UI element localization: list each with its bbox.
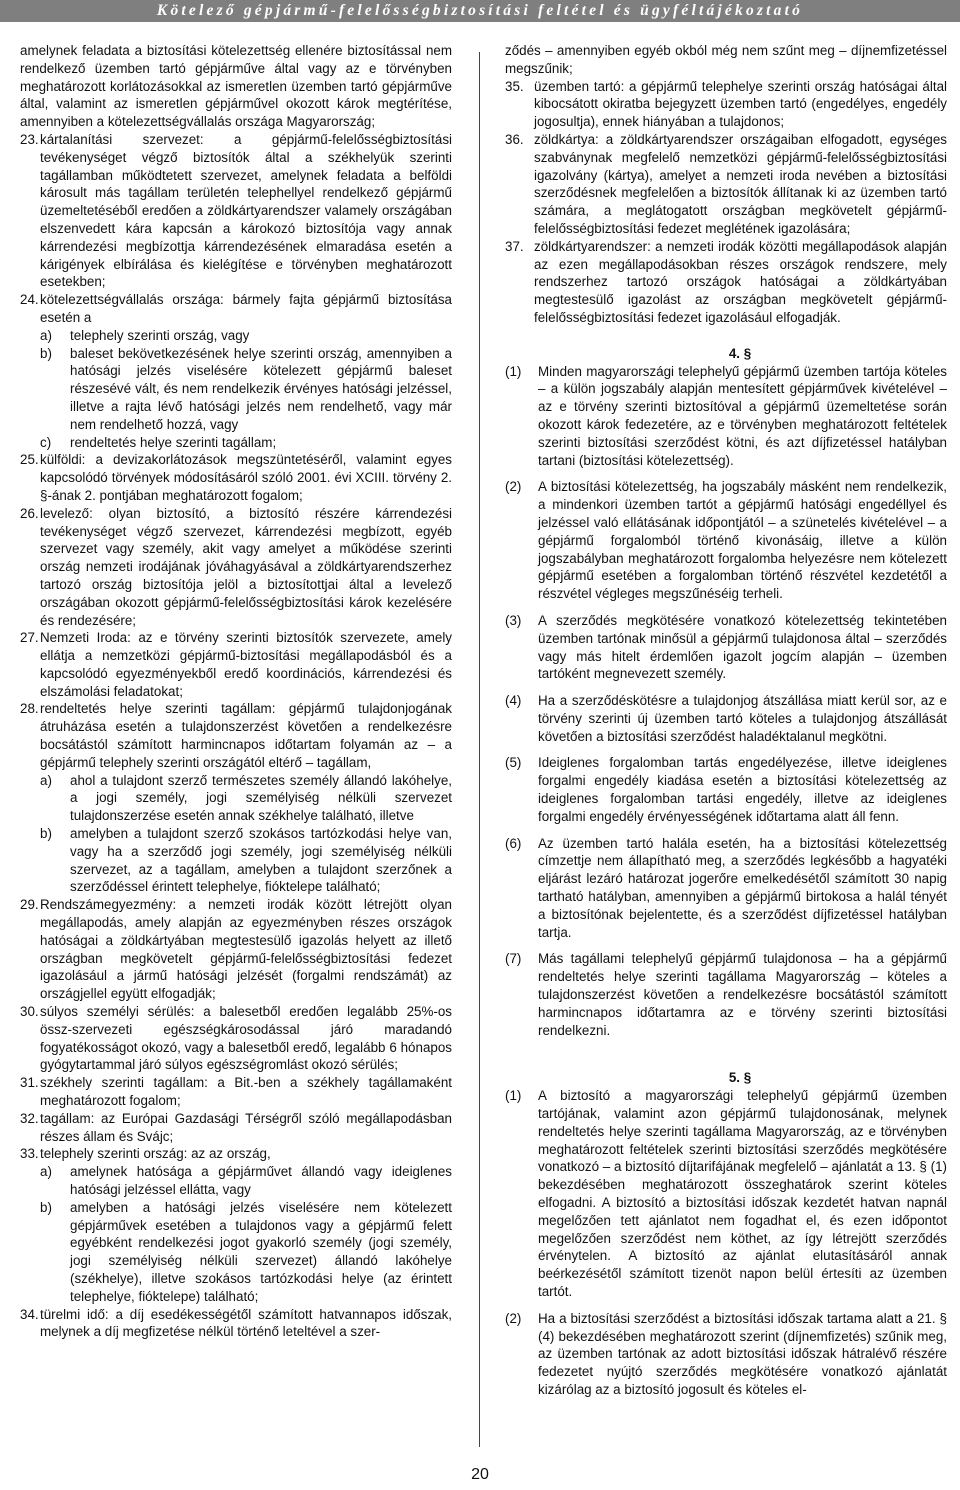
paragraph-text: A biztosító a magyarországi telephelyű gépjármű üzemben tartójának, valamint azon gépjármű tulajdonosának, melynek rendeltetés helye szerinti tagállama Magyarország, az e törvényben meghatározott feltételek szerinti biztosítási szerződés megkötésére vonatkozó – a biztosító díjtarifájának megfelelő – ajánlatát a 13. § (1) bekezdésében meghatározott összeghatárok szerint köteles elfogadni. A biztosító a biztosítási időszak kezdetét hatvan napnál megelőzően tett ajánlatot nem fogadhat el, és ezen időpontot megelőzően szerződést nem köthet, az így létrejött szerződés érvénytelen. A biztosító az ajánlat elutasításáról annak beérkezésétől számított tizenöt napon belül értesíti az üzemben tartót.	[538, 1088, 947, 1299]
definition-list-continued	[505, 78, 947, 327]
section-paragraph	[505, 835, 947, 942]
paragraph-number: (6)	[505, 835, 522, 851]
item-number: 23.	[20, 131, 39, 147]
section-paragraph	[505, 692, 947, 745]
definition-item	[505, 131, 947, 238]
intro-paragraph: amelynek feladata a biztosítási kötelezettség ellenére biztosítással nem rendelkező üzemben tartó gépjárműve által vagy az e törvényben meghatározott korlátozásokkal az ismeretlen üzemben tartó gépjárműve által, valamint az ismeretlen gépjárművel okozott károk megtérítése, amennyiben a kötelezettségvállalás országa Magyarország;	[20, 43, 452, 130]
section-paragraph	[505, 950, 947, 1039]
section-paragraph	[505, 1310, 947, 1399]
sub-item-letter: a)	[40, 772, 52, 788]
sub-item	[40, 434, 452, 452]
item-text: zöldkártya: a zöldkártyarendszer országaiban elfogadott, egységes szabványnak megfelelő nemzetközi gépjármű-felelősségbiztosítási igazolvány (kártya), amelyet a nemzeti iroda nevében a biztosítási szerződésnek megfelelően a biztosítók állítanak ki az üzemben tartó számára, a meglátogatott országban megkövetelt gépjármű-felelősségbiztosítási fedezet meglétének igazolására;	[534, 131, 947, 236]
item-number: 33.	[20, 1146, 39, 1162]
item-text: kötelezettségvállalás országa: bármely fajta gépjármű biztosítása esetén a	[40, 292, 452, 325]
item-number: 28.	[20, 701, 39, 717]
definition-item	[20, 1003, 452, 1074]
sub-item	[40, 825, 452, 896]
definition-item	[20, 451, 452, 504]
paragraph-number: (1)	[505, 363, 522, 379]
definition-item	[20, 131, 452, 291]
paragraph-number: (2)	[505, 479, 522, 495]
section-paragraph	[505, 1087, 947, 1301]
item-number: 29.	[20, 897, 39, 913]
item-number: 34.	[20, 1306, 39, 1322]
section-paragraph	[505, 754, 947, 825]
definition-item	[20, 505, 452, 630]
definition-list	[20, 131, 452, 1341]
sub-item-letter: b)	[40, 1199, 52, 1215]
sub-item	[40, 1199, 452, 1306]
paragraph-text: Más tagállami telephelyű gépjármű tulajdonosa – ha a gépjármű rendeltetés helye szerinti tagállama Magyarország – köteles a tulajdonszerzést követően a rendelkezésre bocsátástól számított harmincnapos időtartamra az e törvény szerinti biztosítási rendelkezni.	[538, 951, 947, 1038]
sub-item-letter: b)	[40, 826, 52, 842]
paragraph-number: (1)	[505, 1088, 522, 1104]
item-text: Rendszámegyezmény: a nemzeti irodák között létrejött olyan megállapodás, amely alapján az egyezményben részes országok hatóságai a zöldkártyában megtestesülő igazolás helyett az illető országban megkövetelt gépjármű-felelősségbiztosítási fedezet igazolásául a jármű hatósági jelzését (forgalmi rendszámát) az országjellel együtt elfogadják;	[40, 897, 452, 1002]
item-text: székhely szerinti tagállam: a Bit.-ben a székhely tagállamaként meghatározott fogalom;	[40, 1075, 452, 1109]
paragraph-text: A biztosítási kötelezettség, ha jogszabály másként nem rendelkezik, a mindenkori üzemben tartót a gépjármű hatósági engedéllyel és jelzéssel való ellátásának időpontjától – a szünetelés kivételével – a gépjármű forgalomból történő kivonásáig, illetve a külön jogszabályban meghatározott forgalomba helyezésre nem kötelezett gépjármű esetében a forgalomban történő részvétel kezdetétől a részvétel végleges megszűnéséig terheli.	[538, 479, 947, 602]
sub-item-letter: c)	[40, 434, 52, 450]
paragraph-number: (3)	[505, 612, 522, 628]
paragraph-number: (5)	[505, 755, 522, 771]
sub-item	[40, 345, 452, 434]
paragraph-number: (7)	[505, 951, 522, 967]
item-text: súlyos személyi sérülés: a balesetből eredően legalább 25%-os össz-szervezeti egészségkárosodással járó maradandó fogyatékosságot okozó, vagy a balesetből eredő, legalább 6 hónapos gyógytartammal járó súlyos egészségromlást okozó sérülés;	[40, 1004, 452, 1073]
sub-item	[40, 1163, 452, 1199]
item-text: zöldkártyarendszer: a nemzeti irodák közötti megállapodások alapján az ezen megállapodásokban részes országok rendszere, mely rendszerhez tartozó országok hatóságai a zöldkártyában megtestesülő igazolást az országban megkövetelt gépjármű-felelősségbiztosítási fedezet igazolásául elfogadják.	[534, 238, 947, 325]
definition-item	[505, 78, 947, 131]
item-text: tagállam: az Európai Gazdasági Térségről szóló megállapodásban részes állam és Svájc;	[40, 1110, 452, 1144]
sub-item-text: ahol a tulajdont szerző természetes személy állandó lakóhelye, a jogi személy, jogi személyiség nélküli szervezet tulajdonszerzése esetén annak székhelye található, illetve	[70, 772, 452, 824]
sub-item-letter: a)	[40, 327, 52, 343]
paragraph-text: Minden magyarországi telephelyű gépjármű üzemben tartója köteles – a külön jogszabály alapján mentesített gépjárművek kivételével – az e törvény szerinti biztosítóval a gépjármű üzemeltetése során okozott károk fedezetére, az e törvényben meghatározott feltételek szerinti biztosítási szerződést kötni, és azt díjfizetéssel hatályban tartani (biztosítási kötelezettség).	[538, 363, 947, 468]
continued-paragraph: ződés – amennyiben egyéb okból még nem szűnt meg – díjnemfizetéssel megszűnik;	[505, 43, 947, 76]
column-divider	[479, 52, 480, 1447]
sub-item-text: amelyben a tulajdont szerző szokásos tartózkodási helye van, vagy ha a szerződő jogi személy, jogi személyiség nélküli szervezet, az a tagállam, amelyben a tulajdont szerzőnek a szerződéssel érintett telephelye, fióktelepe található;	[70, 826, 452, 895]
paragraph-number: (4)	[505, 693, 522, 709]
item-text: üzemben tartó: a gépjármű telephelye szerinti ország hatóságai által kibocsátott okiratba bejegyzett üzemben tartó (engedélyes, engedély jogosultja), ennek hiányában a tulajdonos;	[534, 78, 947, 130]
section-paragraph	[505, 478, 947, 603]
item-text: kártalanítási szervezet: a gépjármű-felelősségbiztosítási tevékenységet végző biztosítók által a székhelyük szerinti tagállamban működtetett szervezet, amelynek feladata a belföldi károsult más tagállam területén telephellyel rendelkező gépjármű üzemeltetéséből eredően a zöldkártyarendszer valamely országában elszenvedett kára kapcsán a károkozó biztosítója vagy annak kárrendezési megbízottja kárrendezésének elmaradása esetén a kárigények elbírálása és kielégítése e törvényben meghatározott esetekben;	[40, 131, 452, 290]
item-number: 25.	[20, 452, 39, 468]
section-4-body	[505, 363, 947, 1040]
item-number: 30.	[20, 1004, 39, 1020]
paragraph-text: Ha a biztosítási szerződést a biztosítási időszak tartama alatt a 21. § (4) bekezdésében meghatározott szerint (díjnemfizetés) szűnik meg, az üzemben tartónak az adott biztosítási időszak hátralévő részére fedezetet nyújtó szerződés megkötésére vonatkozó ajánlatát kizárólag az a biztosító jogosult és köteles el-	[538, 1310, 947, 1397]
item-text: rendeltetés helye szerinti tagállam: gépjármű tulajdonjogának átruházása esetén a tulajdonszerzést követően a rendelkezésre bocsátástól számított harmincnapos időtartam folyamán az – a gépjármű telephely szerinti országától eltérő – tagállam,	[40, 701, 452, 770]
item-text: türelmi idő: a díj esedékességétől számított hatvannapos időszak, melynek a díj megfizetése nélkül történő leteltével a szer-	[40, 1306, 452, 1340]
definition-item	[20, 700, 452, 896]
sub-item-letter: a)	[40, 1164, 52, 1180]
definition-item	[20, 1110, 452, 1146]
item-text: telephely szerinti ország: az az ország,	[40, 1146, 271, 1162]
item-number: 24.	[20, 292, 39, 308]
paragraph-number: (2)	[505, 1310, 522, 1326]
item-number: 26.	[20, 505, 39, 521]
item-number: 31.	[20, 1075, 39, 1091]
section-heading-5: 5. §	[728, 1070, 752, 1086]
sub-item-text: amelyben a hatósági jelzés viselésére nem kötelezett gépjárművek esetében a tulajdonos vagy a gépjármű felett egyébként rendelkezési jogot gyakorló személy (jogi személy, jogi személyiség nélküli szervezet) állandó lakóhelye (székhelye), illetve szokásos tartózkodási helye (az érintett telephelye, fióktelepe) található;	[70, 1199, 452, 1304]
left-column	[20, 42, 452, 1341]
page-number: 20	[471, 1466, 489, 1483]
item-number: 36.	[505, 131, 524, 147]
section-paragraph	[505, 612, 947, 683]
item-number: 32.	[20, 1110, 39, 1126]
sub-item-text: baleset bekövetkezésének helye szerinti ország, amennyiben a hatósági jelzés viselésére kötelezett gépjármű baleset részesévé vált, és nem rendelkezik érvényes hatósági jelzéssel, illetve a rajta lévő hatósági jelzés nem rendelhető, vagy már nem rendelhető hozzá, vagy	[70, 345, 452, 432]
sub-item	[40, 772, 452, 825]
section-paragraph	[505, 363, 947, 470]
right-column	[505, 42, 947, 1399]
item-number: 37.	[505, 238, 524, 254]
item-text: külföldi: a devizakorlátozások megszüntetéséről, valamint egyes kapcsolódó törvények módosításáról szóló 2001. évi XCIII. törvény 2. §-ának 2. pontjában meghatározott fogalom;	[40, 452, 452, 503]
sub-item	[40, 327, 452, 345]
sub-item-text: telephely szerinti ország, vagy	[70, 327, 250, 343]
definition-item	[20, 629, 452, 700]
paragraph-text: Ideiglenes forgalomban tartás engedélyezése, illetve ideiglenes forgalmi engedély kiadása esetén a biztosítási kötelezettség az ideiglenes forgalomban tartási engedély, illetve az ideiglenes forgalmi engedély érvényességének időtartama alatt áll fenn.	[538, 755, 947, 824]
item-text: Nemzeti Iroda: az e törvény szerinti biztosítók szervezete, amely ellátja a nemzetközi gépjármű-biztosítási megállapodásból és a kapcsolódó egyezményekből eredő koordinációs, kárrendezési és elszámolási feladatokat;	[40, 630, 452, 699]
definition-item	[20, 1306, 452, 1342]
definition-item	[20, 1074, 452, 1110]
sub-item-text: rendeltetés helye szerinti tagállam;	[70, 434, 277, 450]
definition-item	[20, 896, 452, 1003]
section-heading-4: 4. §	[728, 345, 752, 361]
item-number: 27.	[20, 630, 39, 646]
section-5-body	[505, 1087, 947, 1399]
paragraph-text: A szerződés megkötésére vonatkozó kötelezettség tekintetében üzemben tartónak minősül a gépjármű tulajdonosa által – szerződés vagy más hitelt érdemlően igazolt jogcím alapján – üzemben tartóként megnevezett személy.	[538, 612, 947, 682]
definition-item	[20, 1145, 452, 1305]
item-number: 35.	[505, 78, 524, 94]
definition-item	[505, 238, 947, 327]
sub-item-text: amelynek hatósága a gépjárművet állandó vagy ideiglenes hatósági jelzéssel ellátta, vagy	[70, 1164, 452, 1197]
sub-item-letter: b)	[40, 345, 52, 361]
running-header: Kötelező gépjármű-felelősségbiztosítási feltétel és ügyféltájékoztató	[0, 0, 960, 22]
paragraph-text: Ha a szerződéskötésre a tulajdonjog átszállása miatt kerül sor, az e törvény szerinti új üzemben tartó köteles a tulajdonjog átszállását követően a biztosítási szerződést haladéktalanul megkötni.	[538, 693, 947, 744]
item-text: levelező: olyan biztosító, a biztosító részére kárrendezési tevékenységet végző szervezet, kárrendezési megbízott, egyéb szervezet vagy személy, akit vagy amelyet a működése szerinti ország nemzeti irodájának jóváhagyásával a zöldkártyarendszerhez tartozó ország biztosítója jelöl a biztosítottjai által a levelező országában okozott gépjármű-felelősségbiztosítási károk kezelésére és rendezésére;	[40, 505, 452, 628]
paragraph-text: Az üzemben tartó halála esetén, ha a biztosítási kötelezettség címzettje nem állapítható meg, a szerződés legkésőbb a hagyatéki eljárást lezáró határozat jogerőre emelkedésétől számított 30 napig tartható hatályban, amennyiben a gépjármű birtokosa a halál tényét a biztosítónak bejelentette, és a szerződést díjfizetéssel hatályban tartja.	[538, 835, 947, 940]
definition-item	[20, 291, 452, 451]
